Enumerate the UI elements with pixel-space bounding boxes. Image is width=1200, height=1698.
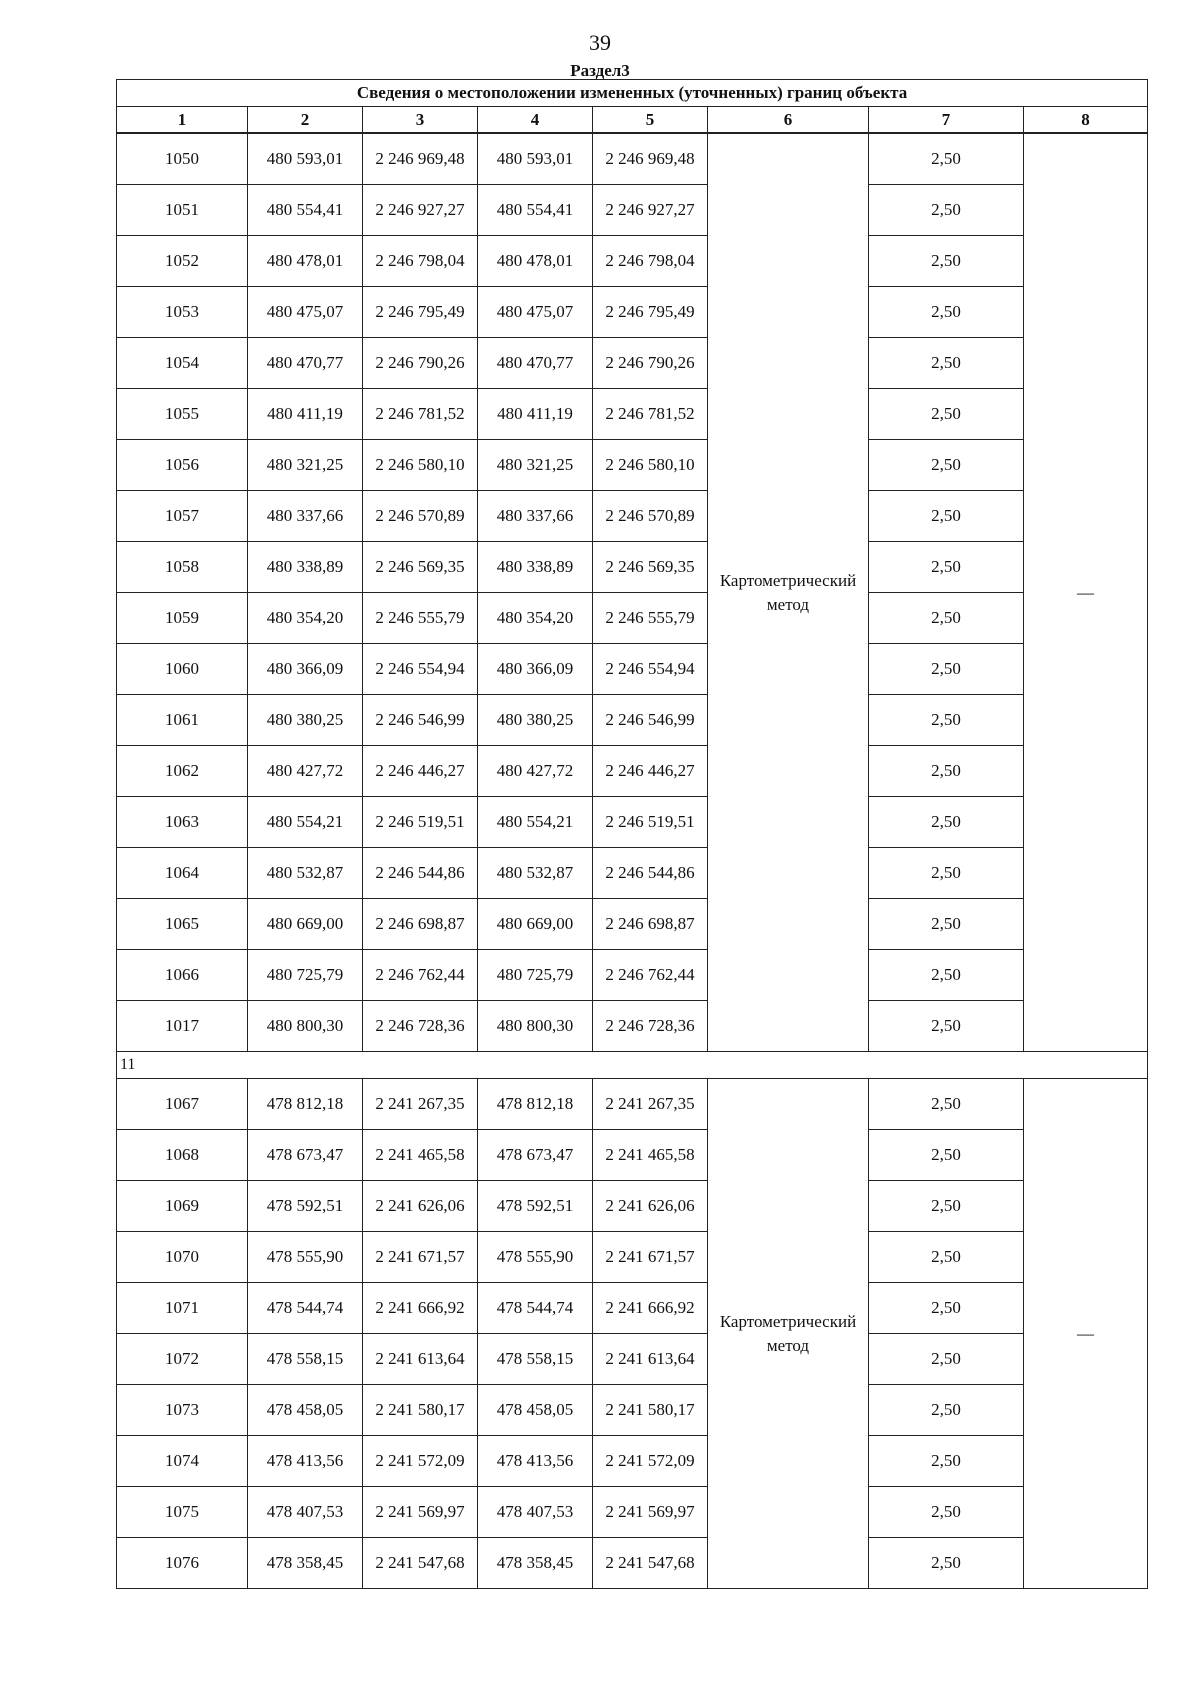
point-number-cell: 1073 bbox=[117, 1385, 248, 1436]
coord-x-existing-cell: 480 800,30 bbox=[248, 1001, 363, 1052]
coord-y-refined-cell: 2 246 781,52 bbox=[593, 389, 708, 440]
coord-x-existing-cell: 480 669,00 bbox=[248, 899, 363, 950]
coord-y-existing-cell: 2 246 781,52 bbox=[363, 389, 478, 440]
coord-x-refined-cell: 480 669,00 bbox=[478, 899, 593, 950]
coord-y-existing-cell: 2 246 519,51 bbox=[363, 797, 478, 848]
coord-x-existing-cell: 480 337,66 bbox=[248, 491, 363, 542]
table-row bbox=[117, 1079, 1148, 1130]
coord-y-existing-cell: 2 246 698,87 bbox=[363, 899, 478, 950]
table-caption: Сведения о местоположении измененных (уточненных) границ объекта bbox=[117, 80, 1148, 107]
point-number-cell: 1062 bbox=[117, 746, 248, 797]
table-row bbox=[117, 797, 1148, 848]
coord-x-existing-cell: 480 354,20 bbox=[248, 593, 363, 644]
point-number-cell: 1076 bbox=[117, 1538, 248, 1589]
accuracy-cell: 2,50 bbox=[869, 1001, 1024, 1052]
accuracy-cell: 2,50 bbox=[869, 1181, 1024, 1232]
accuracy-cell: 2,50 bbox=[869, 950, 1024, 1001]
coord-x-refined-cell: 480 554,21 bbox=[478, 797, 593, 848]
coord-y-existing-cell: 2 241 569,97 bbox=[363, 1487, 478, 1538]
coord-x-refined-cell: 480 321,25 bbox=[478, 440, 593, 491]
table-row bbox=[117, 746, 1148, 797]
point-number-cell: 1065 bbox=[117, 899, 248, 950]
accuracy-cell: 2,50 bbox=[869, 848, 1024, 899]
coord-y-refined-cell: 2 246 969,48 bbox=[593, 133, 708, 185]
coord-y-existing-cell: 2 241 547,68 bbox=[363, 1538, 478, 1589]
coord-y-refined-cell: 2 241 671,57 bbox=[593, 1232, 708, 1283]
coord-y-existing-cell: 2 246 728,36 bbox=[363, 1001, 478, 1052]
point-number-cell: 1063 bbox=[117, 797, 248, 848]
accuracy-cell: 2,50 bbox=[869, 287, 1024, 338]
point-number-cell: 1052 bbox=[117, 236, 248, 287]
point-number-cell: 1055 bbox=[117, 389, 248, 440]
coord-x-existing-cell: 478 673,47 bbox=[248, 1130, 363, 1181]
coord-x-existing-cell: 480 427,72 bbox=[248, 746, 363, 797]
table-row bbox=[117, 848, 1148, 899]
coord-y-refined-cell: 2 241 267,35 bbox=[593, 1079, 708, 1130]
table-row bbox=[117, 1232, 1148, 1283]
coord-y-existing-cell: 2 241 465,58 bbox=[363, 1130, 478, 1181]
coord-x-refined-cell: 478 673,47 bbox=[478, 1130, 593, 1181]
coord-y-existing-cell: 2 246 580,10 bbox=[363, 440, 478, 491]
coord-y-existing-cell: 2 241 267,35 bbox=[363, 1079, 478, 1130]
coord-x-refined-cell: 478 358,45 bbox=[478, 1538, 593, 1589]
coord-y-existing-cell: 2 241 572,09 bbox=[363, 1436, 478, 1487]
table-row bbox=[117, 1538, 1148, 1589]
coord-x-existing-cell: 480 470,77 bbox=[248, 338, 363, 389]
point-number-cell: 1017 bbox=[117, 1001, 248, 1052]
page-number: 39 bbox=[589, 30, 611, 55]
coord-y-refined-cell: 2 246 580,10 bbox=[593, 440, 708, 491]
table-row bbox=[117, 389, 1148, 440]
coord-y-refined-cell: 2 241 613,64 bbox=[593, 1334, 708, 1385]
coord-x-refined-cell: 480 478,01 bbox=[478, 236, 593, 287]
column-number-header: 5 bbox=[593, 107, 708, 134]
method-cell: Картометрический метод bbox=[708, 1079, 869, 1589]
coord-x-existing-cell: 480 380,25 bbox=[248, 695, 363, 746]
accuracy-cell: 2,50 bbox=[869, 542, 1024, 593]
coord-x-existing-cell: 480 478,01 bbox=[248, 236, 363, 287]
coord-x-existing-cell: 480 366,09 bbox=[248, 644, 363, 695]
accuracy-cell: 2,50 bbox=[869, 695, 1024, 746]
coord-x-refined-cell: 480 800,30 bbox=[478, 1001, 593, 1052]
column-number-header: 2 bbox=[248, 107, 363, 134]
point-number-cell: 1074 bbox=[117, 1436, 248, 1487]
table-row bbox=[117, 338, 1148, 389]
point-number-cell: 1053 bbox=[117, 287, 248, 338]
point-number-cell: 1054 bbox=[117, 338, 248, 389]
coord-y-refined-cell: 2 241 580,17 bbox=[593, 1385, 708, 1436]
coord-x-refined-cell: 478 407,53 bbox=[478, 1487, 593, 1538]
column-number-header: 4 bbox=[478, 107, 593, 134]
coord-x-existing-cell: 480 321,25 bbox=[248, 440, 363, 491]
coord-y-existing-cell: 2 246 546,99 bbox=[363, 695, 478, 746]
table-row bbox=[117, 695, 1148, 746]
coord-y-existing-cell: 2 246 762,44 bbox=[363, 950, 478, 1001]
boundary-table bbox=[116, 79, 1148, 1589]
coord-x-refined-cell: 480 380,25 bbox=[478, 695, 593, 746]
coord-x-refined-cell: 480 366,09 bbox=[478, 644, 593, 695]
point-number-cell: 1068 bbox=[117, 1130, 248, 1181]
point-number-cell: 1069 bbox=[117, 1181, 248, 1232]
coord-y-existing-cell: 2 241 580,17 bbox=[363, 1385, 478, 1436]
coord-y-refined-cell: 2 241 666,92 bbox=[593, 1283, 708, 1334]
point-number-cell: 1066 bbox=[117, 950, 248, 1001]
coord-x-existing-cell: 478 407,53 bbox=[248, 1487, 363, 1538]
coord-y-refined-cell: 2 246 555,79 bbox=[593, 593, 708, 644]
accuracy-cell: 2,50 bbox=[869, 440, 1024, 491]
accuracy-cell: 2,50 bbox=[869, 746, 1024, 797]
coord-y-existing-cell: 2 246 969,48 bbox=[363, 133, 478, 185]
accuracy-cell: 2,50 bbox=[869, 1283, 1024, 1334]
column-number-header: 1 bbox=[117, 107, 248, 134]
coord-x-refined-cell: 480 338,89 bbox=[478, 542, 593, 593]
accuracy-cell: 2,50 bbox=[869, 1538, 1024, 1589]
coord-y-existing-cell: 2 241 626,06 bbox=[363, 1181, 478, 1232]
table-row bbox=[117, 236, 1148, 287]
coord-y-refined-cell: 2 246 544,86 bbox=[593, 848, 708, 899]
coord-y-refined-cell: 2 246 798,04 bbox=[593, 236, 708, 287]
point-number-cell: 1060 bbox=[117, 644, 248, 695]
accuracy-cell: 2,50 bbox=[869, 1436, 1024, 1487]
coord-x-refined-cell: 478 555,90 bbox=[478, 1232, 593, 1283]
coord-y-refined-cell: 2 246 554,94 bbox=[593, 644, 708, 695]
coord-x-refined-cell: 480 593,01 bbox=[478, 133, 593, 185]
coord-x-existing-cell: 478 544,74 bbox=[248, 1283, 363, 1334]
coord-y-refined-cell: 2 241 465,58 bbox=[593, 1130, 708, 1181]
coord-x-refined-cell: 480 411,19 bbox=[478, 389, 593, 440]
coord-x-refined-cell: 478 558,15 bbox=[478, 1334, 593, 1385]
coord-x-existing-cell: 480 411,19 bbox=[248, 389, 363, 440]
coord-x-refined-cell: 478 592,51 bbox=[478, 1181, 593, 1232]
coord-x-refined-cell: 478 544,74 bbox=[478, 1283, 593, 1334]
coord-x-existing-cell: 478 458,05 bbox=[248, 1385, 363, 1436]
coord-x-refined-cell: 480 427,72 bbox=[478, 746, 593, 797]
table-row bbox=[117, 1385, 1148, 1436]
accuracy-cell: 2,50 bbox=[869, 1232, 1024, 1283]
coord-y-existing-cell: 2 246 570,89 bbox=[363, 491, 478, 542]
coord-x-existing-cell: 478 555,90 bbox=[248, 1232, 363, 1283]
group-label-row: 11 bbox=[117, 1052, 1148, 1079]
coord-x-existing-cell: 478 358,45 bbox=[248, 1538, 363, 1589]
accuracy-cell: 2,50 bbox=[869, 1334, 1024, 1385]
coord-x-refined-cell: 480 337,66 bbox=[478, 491, 593, 542]
table-row bbox=[117, 287, 1148, 338]
coord-y-refined-cell: 2 246 795,49 bbox=[593, 287, 708, 338]
table-row bbox=[117, 1436, 1148, 1487]
table-row bbox=[117, 644, 1148, 695]
coord-x-existing-cell: 480 554,21 bbox=[248, 797, 363, 848]
table-row bbox=[117, 133, 1148, 185]
accuracy-cell: 2,50 bbox=[869, 389, 1024, 440]
coord-y-existing-cell: 2 246 544,86 bbox=[363, 848, 478, 899]
coord-y-existing-cell: 2 246 790,26 bbox=[363, 338, 478, 389]
point-number-cell: 1070 bbox=[117, 1232, 248, 1283]
column-number-header: 6 bbox=[708, 107, 869, 134]
table-row bbox=[117, 1487, 1148, 1538]
column-number-header: 3 bbox=[363, 107, 478, 134]
coord-y-refined-cell: 2 246 519,51 bbox=[593, 797, 708, 848]
accuracy-cell: 2,50 bbox=[869, 593, 1024, 644]
coord-y-refined-cell: 2 246 569,35 bbox=[593, 542, 708, 593]
section-title: Раздел3 bbox=[570, 61, 630, 80]
coord-y-existing-cell: 2 246 795,49 bbox=[363, 287, 478, 338]
accuracy-cell: 2,50 bbox=[869, 338, 1024, 389]
point-number-cell: 1061 bbox=[117, 695, 248, 746]
point-number-cell: 1067 bbox=[117, 1079, 248, 1130]
accuracy-cell: 2,50 bbox=[869, 491, 1024, 542]
coord-y-refined-cell: 2 246 762,44 bbox=[593, 950, 708, 1001]
coord-y-existing-cell: 2 241 666,92 bbox=[363, 1283, 478, 1334]
point-number-cell: 1057 bbox=[117, 491, 248, 542]
coord-x-refined-cell: 480 554,41 bbox=[478, 185, 593, 236]
coord-x-existing-cell: 480 554,41 bbox=[248, 185, 363, 236]
coord-y-existing-cell: 2 246 798,04 bbox=[363, 236, 478, 287]
point-number-cell: 1059 bbox=[117, 593, 248, 644]
coord-x-refined-cell: 480 532,87 bbox=[478, 848, 593, 899]
table-row bbox=[117, 1334, 1148, 1385]
coord-y-existing-cell: 2 241 613,64 bbox=[363, 1334, 478, 1385]
table-row bbox=[117, 491, 1148, 542]
accuracy-cell: 2,50 bbox=[869, 1487, 1024, 1538]
coord-y-refined-cell: 2 246 728,36 bbox=[593, 1001, 708, 1052]
point-number-cell: 1050 bbox=[117, 133, 248, 185]
accuracy-cell: 2,50 bbox=[869, 1385, 1024, 1436]
coord-x-existing-cell: 478 413,56 bbox=[248, 1436, 363, 1487]
coord-x-existing-cell: 480 338,89 bbox=[248, 542, 363, 593]
column-number-header: 7 bbox=[869, 107, 1024, 134]
coord-y-refined-cell: 2 241 569,97 bbox=[593, 1487, 708, 1538]
coord-x-refined-cell: 480 354,20 bbox=[478, 593, 593, 644]
coord-x-existing-cell: 478 558,15 bbox=[248, 1334, 363, 1385]
coord-y-existing-cell: 2 246 555,79 bbox=[363, 593, 478, 644]
accuracy-cell: 2,50 bbox=[869, 797, 1024, 848]
coord-y-refined-cell: 2 246 927,27 bbox=[593, 185, 708, 236]
coord-x-existing-cell: 480 593,01 bbox=[248, 133, 363, 185]
coord-x-refined-cell: 480 725,79 bbox=[478, 950, 593, 1001]
coord-y-refined-cell: 2 246 698,87 bbox=[593, 899, 708, 950]
accuracy-cell: 2,50 bbox=[869, 236, 1024, 287]
table-row bbox=[117, 440, 1148, 491]
point-number-cell: 1075 bbox=[117, 1487, 248, 1538]
coord-y-refined-cell: 2 246 570,89 bbox=[593, 491, 708, 542]
coord-y-existing-cell: 2 241 671,57 bbox=[363, 1232, 478, 1283]
accuracy-cell: 2,50 bbox=[869, 133, 1024, 185]
coord-y-existing-cell: 2 246 554,94 bbox=[363, 644, 478, 695]
table-row bbox=[117, 1181, 1148, 1232]
coord-y-existing-cell: 2 246 569,35 bbox=[363, 542, 478, 593]
point-number-cell: 1064 bbox=[117, 848, 248, 899]
coord-y-refined-cell: 2 241 572,09 bbox=[593, 1436, 708, 1487]
coord-x-refined-cell: 478 413,56 bbox=[478, 1436, 593, 1487]
table-row bbox=[117, 593, 1148, 644]
point-number-cell: 1056 bbox=[117, 440, 248, 491]
coord-x-refined-cell: 480 470,77 bbox=[478, 338, 593, 389]
coord-x-existing-cell: 478 812,18 bbox=[248, 1079, 363, 1130]
method-cell: Картометрический метод bbox=[708, 133, 869, 1052]
table-row bbox=[117, 1283, 1148, 1334]
table-row bbox=[117, 899, 1148, 950]
point-number-cell: 1058 bbox=[117, 542, 248, 593]
point-number-cell: 1051 bbox=[117, 185, 248, 236]
coord-x-refined-cell: 478 812,18 bbox=[478, 1079, 593, 1130]
coord-x-existing-cell: 480 475,07 bbox=[248, 287, 363, 338]
coord-x-refined-cell: 478 458,05 bbox=[478, 1385, 593, 1436]
table-row bbox=[117, 1130, 1148, 1181]
table-row bbox=[117, 185, 1148, 236]
coord-y-existing-cell: 2 246 446,27 bbox=[363, 746, 478, 797]
table-row bbox=[117, 950, 1148, 1001]
table-row bbox=[117, 1001, 1148, 1052]
column-number-header: 8 bbox=[1024, 107, 1148, 134]
point-number-cell: 1071 bbox=[117, 1283, 248, 1334]
coord-x-refined-cell: 480 475,07 bbox=[478, 287, 593, 338]
coord-y-refined-cell: 2 246 790,26 bbox=[593, 338, 708, 389]
remarks-cell: — bbox=[1024, 1079, 1148, 1589]
accuracy-cell: 2,50 bbox=[869, 644, 1024, 695]
coord-y-refined-cell: 2 241 626,06 bbox=[593, 1181, 708, 1232]
coord-x-existing-cell: 480 725,79 bbox=[248, 950, 363, 1001]
remarks-cell: — bbox=[1024, 133, 1148, 1052]
coord-y-existing-cell: 2 246 927,27 bbox=[363, 185, 478, 236]
coord-x-existing-cell: 478 592,51 bbox=[248, 1181, 363, 1232]
coord-y-refined-cell: 2 246 446,27 bbox=[593, 746, 708, 797]
coord-y-refined-cell: 2 241 547,68 bbox=[593, 1538, 708, 1589]
accuracy-cell: 2,50 bbox=[869, 1079, 1024, 1130]
accuracy-cell: 2,50 bbox=[869, 899, 1024, 950]
accuracy-cell: 2,50 bbox=[869, 1130, 1024, 1181]
coord-y-refined-cell: 2 246 546,99 bbox=[593, 695, 708, 746]
point-number-cell: 1072 bbox=[117, 1334, 248, 1385]
accuracy-cell: 2,50 bbox=[869, 185, 1024, 236]
table-row bbox=[117, 542, 1148, 593]
coord-x-existing-cell: 480 532,87 bbox=[248, 848, 363, 899]
